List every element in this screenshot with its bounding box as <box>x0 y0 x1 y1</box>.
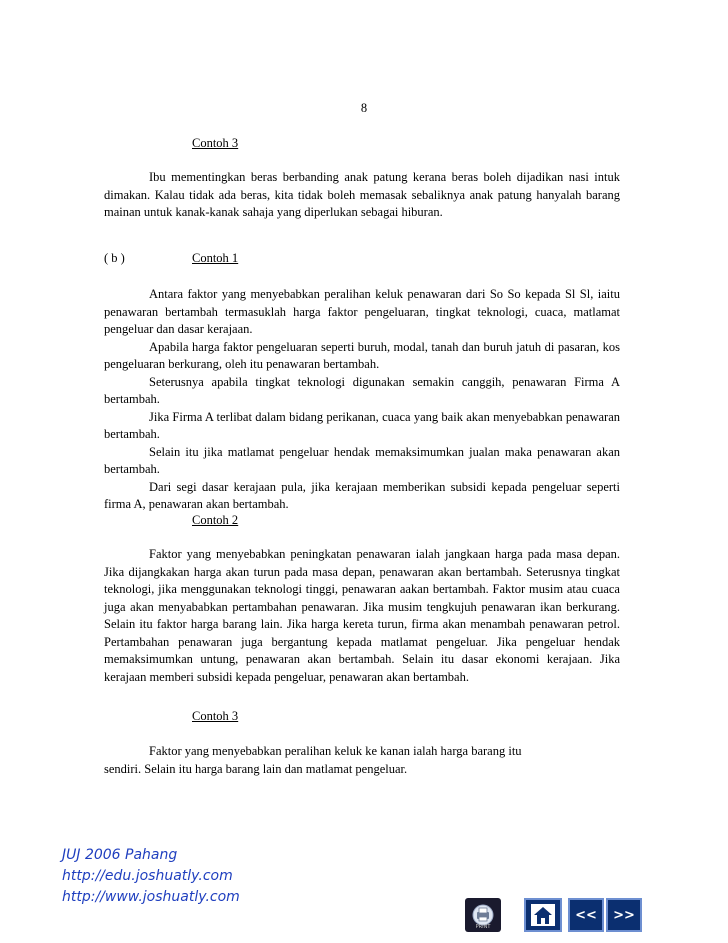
section3-heading: Contoh 2 <box>192 513 239 527</box>
section4-heading: Contoh 3 <box>192 709 239 723</box>
footer-link-edu[interactable]: http://edu.joshuatly.com <box>62 868 233 884</box>
section2-paragraph-1: Antara faktor yang menyebabkan peralihan keluk penawaran dari So So kepada Sl Sl, iaitu penawaran bertambah termasuklah harga faktor pengeluaran, tingkat teknologi, cuaca, matlamat pengeluar dan dasar kerajaan. <box>104 287 620 336</box>
section1-paragraph: Ibu mementingkan beras berbanding anak patung kerana beras boleh dijadikan nasi intuk dimakan. Kalau tidak ada beras, kita tidak boleh memasak sebaliknya anak patung hanyalah barang mainan untuk kanak-kanak sahaja yang diperlukan sebagai hiburan. <box>104 170 620 219</box>
section3-paragraph: Faktor yang menyebabkan peningkatan penawaran ialah jangkaan harga pada masa depan. Jika dijangkakan harga akan turun pada masa depan, penawaran akan bertambah. Seterusnya tingkat teknologi, jika menggunakan teknologi tinggi, penawaran aakan bertambah. Faktor musim atau cuaca juga akan menyababkan pertambahan penawaran. Jika musim tengkujuh penawaran ikan berkurang. Selain itu faktor harga barang lain. Jika harga kereta turun, firma akan menambah penawaran petrol. Pertambahan penawaran juga bergantung kepada matlamat pengeluar. Jika pengeluar hendak memaksimumkan untung, penawaran akan bertambah. Selain itu dasar ekonomi kerajaan. Jika kerajaan memberi subsidi kepada pengeluar, penawaran akan bertambah. <box>104 547 620 684</box>
section2-paragraph-4: Jika Firma A terlibat dalam bidang perikanan, cuaca yang baik akan menyebabkan penawaran bertambah. <box>104 409 620 441</box>
footer-title: JUJ 2006 Pahang <box>62 847 178 863</box>
footer-link-www[interactable]: http://www.joshuatly.com <box>62 889 240 905</box>
section3-body <box>104 546 620 686</box>
section4-body <box>104 743 624 778</box>
section2-paragraph-5: Selain itu jika matlamat pengeluar hendak memaksimumkan jualan maka penawaran akan bertambah. <box>104 444 620 476</box>
previous-page-button[interactable]: << <box>568 898 604 932</box>
section2-paragraph-2: Apabila harga faktor pengeluaran seperti buruh, modal, tanah dan buruh jatuh di pasaran, kos pengeluaran berkurang, oleh itu penawaran bertambah. <box>104 339 620 371</box>
footer <box>62 845 240 908</box>
section2-label: ( b ) <box>104 251 125 265</box>
next-page-button[interactable]: >> <box>606 898 642 932</box>
section4-line-2: sendiri. Selain itu harga barang lain dan matlamat pengeluar. <box>104 761 408 776</box>
home-button[interactable] <box>524 898 562 932</box>
section4-line-1: Faktor yang menyebabkan peralihan keluk ke kanan ialah harga barang itu <box>149 744 522 758</box>
print-button[interactable] <box>465 898 501 932</box>
section2-heading: Contoh 1 <box>192 251 239 265</box>
home-icon <box>530 903 556 927</box>
print-label: PRINT <box>475 924 491 930</box>
section2-paragraph-3: Seterusnya apabila tingkat teknologi digunakan semakin canggih, penawaran Firma A bertambah. <box>104 374 620 406</box>
section1-heading: Contoh 3 <box>192 136 239 150</box>
section2-body <box>104 286 620 514</box>
section2-paragraph-6: Dari segi dasar kerajaan pula, jika kerajaan memberikan subsidi kepada pengeluar seperti firma A, penawaran akan bertambah. <box>104 479 620 511</box>
page-number: 8 <box>360 101 368 115</box>
section1-body <box>104 169 620 222</box>
